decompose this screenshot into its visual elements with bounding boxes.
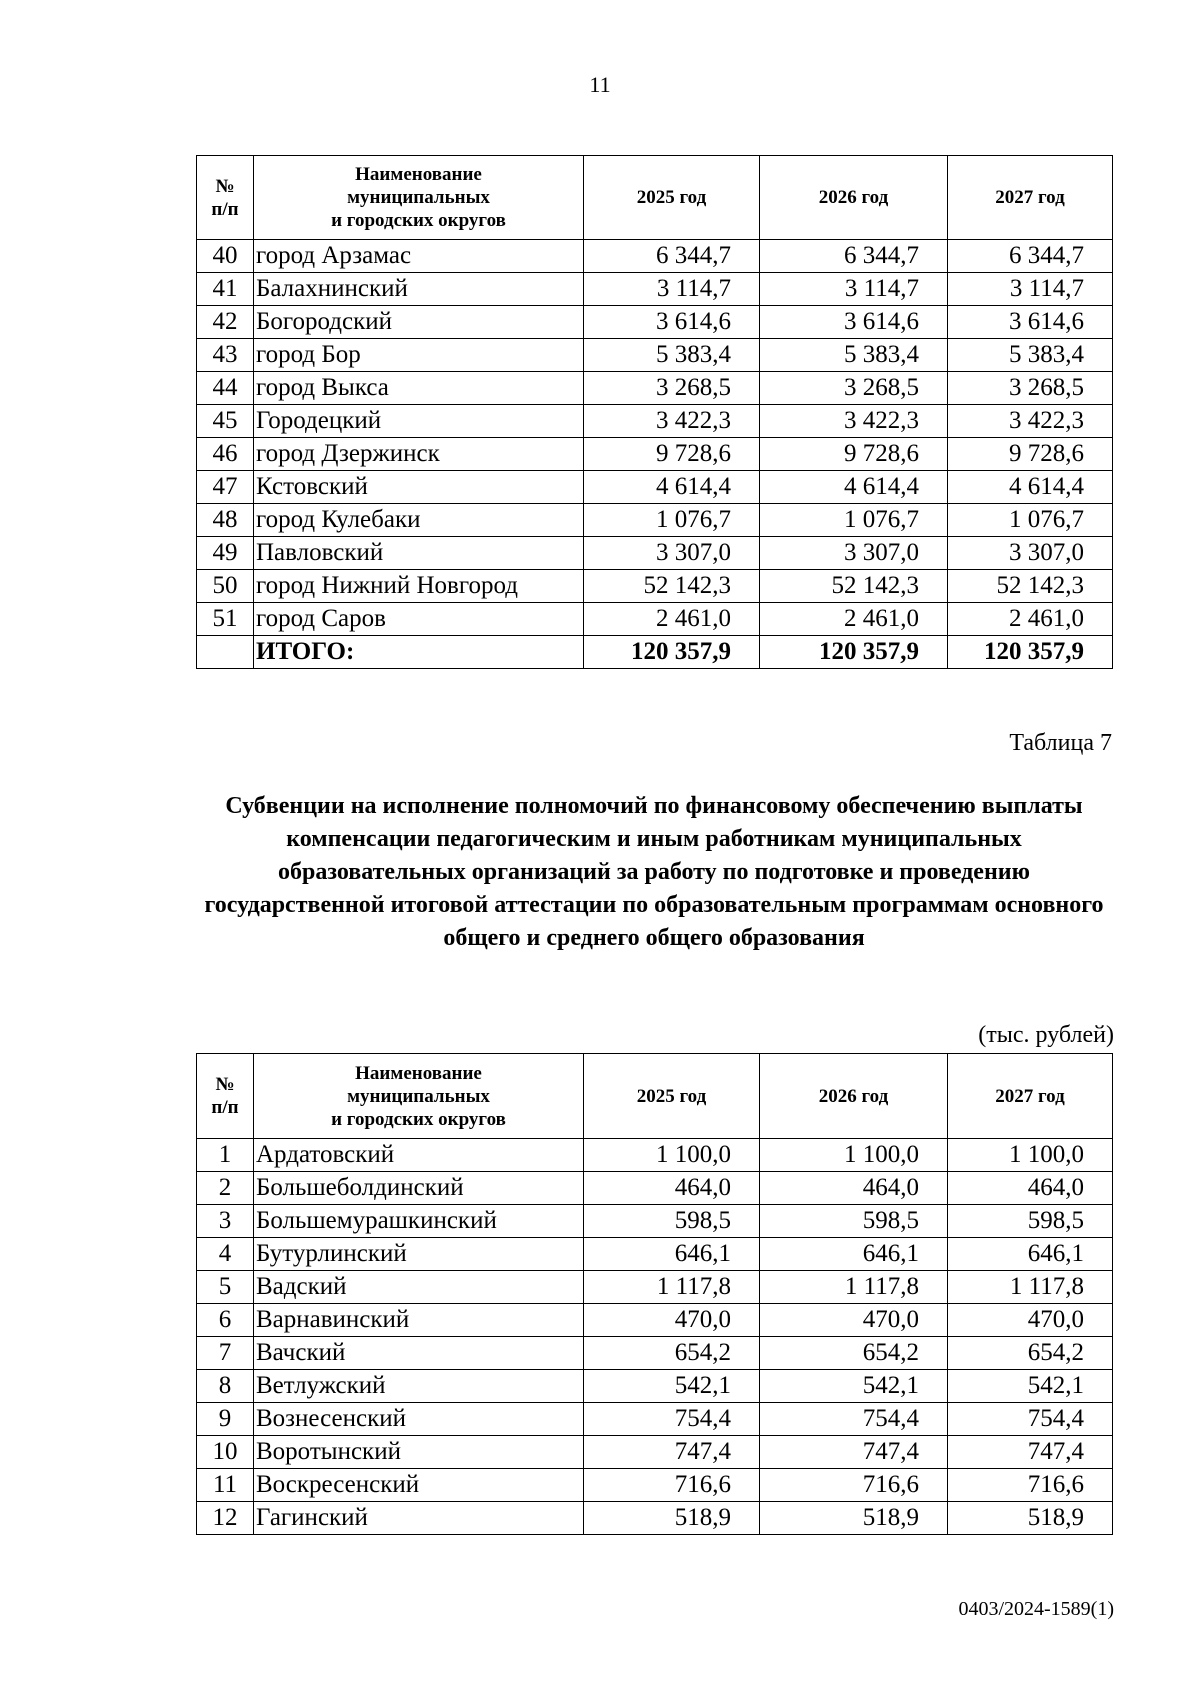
row-name: Городецкий (254, 405, 584, 438)
header-2026: 2026 год (760, 156, 948, 240)
value-2027: 3 114,7 (948, 273, 1113, 306)
table-row (197, 1370, 1113, 1403)
subvention-table-7 (196, 1053, 1113, 1535)
value-2026: 3 422,3 (760, 405, 948, 438)
value-2027: 464,0 (948, 1172, 1113, 1205)
row-name: город Нижний Новгород (254, 570, 584, 603)
value-2027: 716,6 (948, 1469, 1113, 1502)
value-2025: 716,6 (584, 1469, 760, 1502)
header-2026: 2026 год (760, 1054, 948, 1139)
value-2025: 464,0 (584, 1172, 760, 1205)
row-num: 2 (197, 1172, 254, 1205)
value-2027: 5 383,4 (948, 339, 1113, 372)
row-num: 40 (197, 240, 254, 273)
header-name: Наименование муниципальных и городских округов (254, 1054, 584, 1139)
value-2027: 9 728,6 (948, 438, 1113, 471)
table-row (197, 438, 1113, 471)
value-2027: 754,4 (948, 1403, 1113, 1436)
row-num: 1 (197, 1139, 254, 1172)
row-num: 10 (197, 1436, 254, 1469)
value-2026: 464,0 (760, 1172, 948, 1205)
row-name: Ардатовский (254, 1139, 584, 1172)
value-2025: 754,4 (584, 1403, 760, 1436)
table-row (197, 1139, 1113, 1172)
total-label: ИТОГО: (254, 636, 584, 669)
row-num: 48 (197, 504, 254, 537)
value-2026: 1 117,8 (760, 1271, 948, 1304)
header-name: Наименование муниципальных и городских округов (254, 156, 584, 240)
row-num: 47 (197, 471, 254, 504)
row-num: 3 (197, 1205, 254, 1238)
value-2027: 654,2 (948, 1337, 1113, 1370)
header-num: № п/п (197, 156, 254, 240)
row-num: 9 (197, 1403, 254, 1436)
table-row (197, 570, 1113, 603)
row-name: Варнавинский (254, 1304, 584, 1337)
value-2025: 3 307,0 (584, 537, 760, 570)
value-2027: 1 117,8 (948, 1271, 1113, 1304)
value-2027: 1 076,7 (948, 504, 1113, 537)
value-2025: 3 268,5 (584, 372, 760, 405)
table-row (197, 306, 1113, 339)
table-row (197, 537, 1113, 570)
row-name: Ветлужский (254, 1370, 584, 1403)
header-num: № п/п (197, 1054, 254, 1139)
row-name: город Кулебаки (254, 504, 584, 537)
section-title: Субвенции на исполнение полномочий по финансовому обеспечению выплаты компенсации педагогическим и иным работникам муниципальных образовательных организаций за работу по подготовке и проведению государственной итоговой аттестации по образовательным программам основного общего и среднего общего образования (204, 793, 1104, 951)
row-name: Павловский (254, 537, 584, 570)
value-2027: 3 614,6 (948, 306, 1113, 339)
total-num-cell (197, 636, 254, 669)
value-2026: 6 344,7 (760, 240, 948, 273)
table-row (197, 603, 1113, 636)
table-row (197, 339, 1113, 372)
value-2026: 1 100,0 (760, 1139, 948, 1172)
value-2025: 518,9 (584, 1502, 760, 1535)
value-2026: 9 728,6 (760, 438, 948, 471)
row-num: 41 (197, 273, 254, 306)
value-2025: 3 422,3 (584, 405, 760, 438)
table-row (197, 1238, 1113, 1271)
value-2025: 470,0 (584, 1304, 760, 1337)
value-2027: 2 461,0 (948, 603, 1113, 636)
value-2025: 3 114,7 (584, 273, 760, 306)
total-2026: 120 357,9 (760, 636, 948, 669)
value-2027: 598,5 (948, 1205, 1113, 1238)
total-2025: 120 357,9 (584, 636, 760, 669)
value-2027: 3 307,0 (948, 537, 1113, 570)
value-2026: 4 614,4 (760, 471, 948, 504)
table-row (197, 1205, 1113, 1238)
value-2026: 754,4 (760, 1403, 948, 1436)
subvention-table-6 (196, 155, 1113, 669)
row-num: 46 (197, 438, 254, 471)
header-2025: 2025 год (584, 156, 760, 240)
value-2026: 598,5 (760, 1205, 948, 1238)
row-num: 43 (197, 339, 254, 372)
document-code: 0403/2024-1589(1) (958, 1598, 1114, 1620)
row-num: 51 (197, 603, 254, 636)
row-name: Воскресенский (254, 1469, 584, 1502)
table-row (197, 1304, 1113, 1337)
table-row (197, 471, 1113, 504)
value-2025: 5 383,4 (584, 339, 760, 372)
value-2027: 52 142,3 (948, 570, 1113, 603)
row-num: 4 (197, 1238, 254, 1271)
table-caption: Таблица 7 (1009, 730, 1112, 756)
value-2027: 542,1 (948, 1370, 1113, 1403)
value-2027: 4 614,4 (948, 471, 1113, 504)
table-row (197, 1502, 1113, 1535)
row-name: Вадский (254, 1271, 584, 1304)
row-num: 8 (197, 1370, 254, 1403)
row-name: город Бор (254, 339, 584, 372)
value-2025: 654,2 (584, 1337, 760, 1370)
value-2026: 654,2 (760, 1337, 948, 1370)
value-2026: 542,1 (760, 1370, 948, 1403)
row-num: 49 (197, 537, 254, 570)
row-name: Вачский (254, 1337, 584, 1370)
row-name: Бутурлинский (254, 1238, 584, 1271)
value-2026: 3 614,6 (760, 306, 948, 339)
row-num: 12 (197, 1502, 254, 1535)
value-2027: 6 344,7 (948, 240, 1113, 273)
units-label: (тыс. рублей) (978, 1022, 1114, 1048)
row-name: Большеболдинский (254, 1172, 584, 1205)
header-2025: 2025 год (584, 1054, 760, 1139)
value-2026: 646,1 (760, 1238, 948, 1271)
value-2026: 1 076,7 (760, 504, 948, 537)
value-2027: 3 268,5 (948, 372, 1113, 405)
value-2026: 3 307,0 (760, 537, 948, 570)
value-2025: 1 100,0 (584, 1139, 760, 1172)
value-2025: 598,5 (584, 1205, 760, 1238)
value-2025: 4 614,4 (584, 471, 760, 504)
value-2025: 2 461,0 (584, 603, 760, 636)
value-2025: 9 728,6 (584, 438, 760, 471)
row-name: Балахнинский (254, 273, 584, 306)
table-row (197, 504, 1113, 537)
value-2026: 3 268,5 (760, 372, 948, 405)
value-2027: 747,4 (948, 1436, 1113, 1469)
value-2026: 5 383,4 (760, 339, 948, 372)
table-row (197, 1337, 1113, 1370)
total-2027: 120 357,9 (948, 636, 1113, 669)
value-2025: 747,4 (584, 1436, 760, 1469)
table-row (197, 1271, 1113, 1304)
value-2026: 3 114,7 (760, 273, 948, 306)
header-2027: 2027 год (948, 1054, 1113, 1139)
value-2025: 646,1 (584, 1238, 760, 1271)
value-2027: 3 422,3 (948, 405, 1113, 438)
row-name: город Арзамас (254, 240, 584, 273)
row-name: город Выкса (254, 372, 584, 405)
table-row (197, 405, 1113, 438)
row-num: 50 (197, 570, 254, 603)
row-name: Кстовский (254, 471, 584, 504)
table-row (197, 1469, 1113, 1502)
table-header-row (197, 1054, 1113, 1139)
page-number: 11 (589, 72, 611, 97)
table-row (197, 372, 1113, 405)
row-name: город Дзержинск (254, 438, 584, 471)
table-row (197, 1403, 1113, 1436)
value-2025: 542,1 (584, 1370, 760, 1403)
row-num: 45 (197, 405, 254, 438)
value-2026: 2 461,0 (760, 603, 948, 636)
value-2025: 52 142,3 (584, 570, 760, 603)
row-num: 11 (197, 1469, 254, 1502)
value-2026: 52 142,3 (760, 570, 948, 603)
value-2025: 1 117,8 (584, 1271, 760, 1304)
table-row (197, 1436, 1113, 1469)
row-num: 42 (197, 306, 254, 339)
table-row (197, 273, 1113, 306)
value-2027: 1 100,0 (948, 1139, 1113, 1172)
table-header-row (197, 156, 1113, 240)
row-num: 7 (197, 1337, 254, 1370)
row-name: Воротынский (254, 1436, 584, 1469)
value-2025: 3 614,6 (584, 306, 760, 339)
row-num: 44 (197, 372, 254, 405)
value-2026: 470,0 (760, 1304, 948, 1337)
table-row (197, 240, 1113, 273)
value-2027: 470,0 (948, 1304, 1113, 1337)
value-2026: 518,9 (760, 1502, 948, 1535)
row-name: Богородский (254, 306, 584, 339)
row-num: 6 (197, 1304, 254, 1337)
value-2026: 716,6 (760, 1469, 948, 1502)
row-name: Вознесенский (254, 1403, 584, 1436)
row-name: Гагинский (254, 1502, 584, 1535)
value-2027: 646,1 (948, 1238, 1113, 1271)
value-2027: 518,9 (948, 1502, 1113, 1535)
table-row (197, 1172, 1113, 1205)
total-row (197, 636, 1113, 669)
row-name: город Саров (254, 603, 584, 636)
value-2025: 1 076,7 (584, 504, 760, 537)
row-name: Большемурашкинский (254, 1205, 584, 1238)
value-2026: 747,4 (760, 1436, 948, 1469)
value-2025: 6 344,7 (584, 240, 760, 273)
header-2027: 2027 год (948, 156, 1113, 240)
row-num: 5 (197, 1271, 254, 1304)
